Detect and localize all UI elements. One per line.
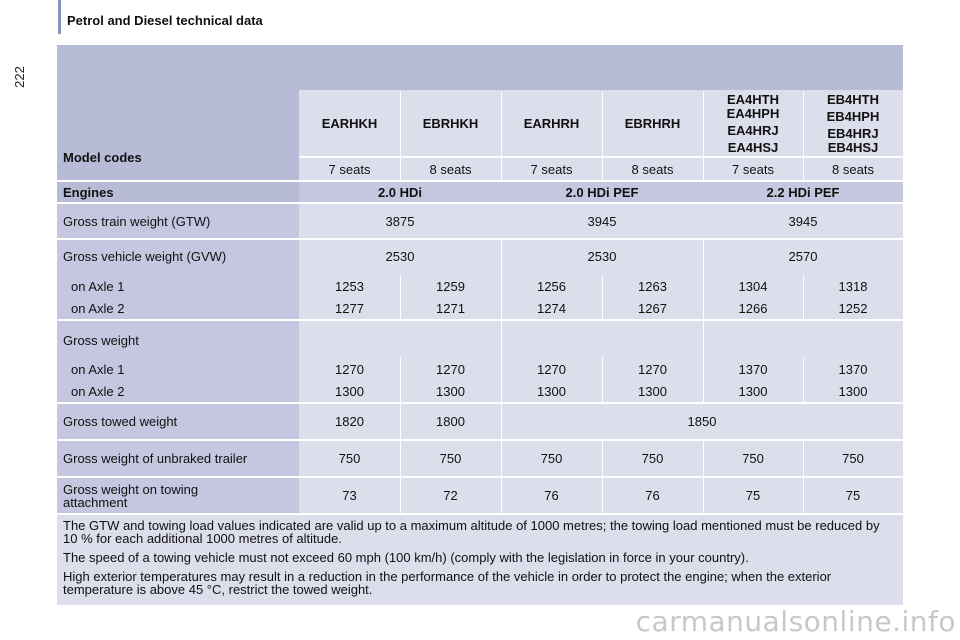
gvw-axle2-4: 1267 bbox=[638, 300, 667, 316]
gvw-axle1-5: 1304 bbox=[738, 278, 768, 294]
gvw-axle1-2: 1259 bbox=[436, 278, 465, 294]
column-divider bbox=[501, 321, 502, 402]
gvw-1: 2530 bbox=[385, 248, 415, 264]
towing-attachment-5: 75 bbox=[745, 488, 761, 503]
gross-axle1-1: 1270 bbox=[335, 361, 364, 377]
unbraked-label: Gross weight of unbraked trailer bbox=[57, 441, 299, 476]
note-speed: The speed of a towing vehicle must not exceed 60 mph (100 km/h) (comply with the legislation in force in your country). bbox=[63, 550, 749, 565]
model-code-2: EBRHKH bbox=[422, 115, 479, 131]
gross-axle2-label: on Axle 2 bbox=[71, 383, 125, 399]
column-divider bbox=[501, 92, 502, 180]
column-divider bbox=[703, 321, 704, 402]
gvw-axle2-2: 1271 bbox=[436, 300, 465, 316]
column-divider bbox=[602, 357, 603, 402]
gross-axle2-3: 1300 bbox=[537, 383, 566, 399]
column-divider bbox=[803, 276, 804, 319]
model-code-3: EARHRH bbox=[523, 115, 580, 131]
towed-3: 1850 bbox=[687, 414, 717, 429]
engines-label: Engines bbox=[57, 182, 299, 202]
unbraked-5: 750 bbox=[742, 451, 764, 466]
gvw-axle1-3: 1256 bbox=[537, 278, 566, 294]
gvw-axle2-5: 1266 bbox=[738, 300, 768, 316]
gvw-axle2-6: 1252 bbox=[838, 300, 868, 316]
unbraked-6: 750 bbox=[842, 451, 864, 466]
gross-axle2-2: 1300 bbox=[436, 383, 465, 399]
gtw-3: 3945 bbox=[788, 213, 818, 229]
column-divider bbox=[501, 478, 502, 513]
column-divider bbox=[703, 478, 704, 513]
gross-axle2-4: 1300 bbox=[638, 383, 667, 399]
page-number: 222 bbox=[12, 66, 27, 88]
model-code-6c: EB4HRJ bbox=[827, 126, 879, 141]
towing-attachment-label: Gross weight on towing attachment bbox=[57, 478, 299, 513]
gross-axle1-4: 1270 bbox=[638, 361, 667, 377]
gtw-1: 3875 bbox=[385, 213, 415, 229]
column-divider bbox=[501, 240, 502, 319]
gross-axle1-6: 1370 bbox=[838, 361, 868, 377]
column-divider bbox=[602, 441, 603, 476]
engine-3: 2.2 HDi PEF bbox=[703, 182, 903, 202]
table-top-band bbox=[57, 45, 903, 90]
notes-section bbox=[63, 519, 897, 602]
page-title: Petrol and Diesel technical data bbox=[67, 13, 263, 28]
model-code-stack-6 bbox=[803, 93, 903, 155]
watermark: carmanualsonline.info bbox=[635, 605, 956, 638]
seats-3: 7 seats bbox=[530, 161, 573, 177]
separator bbox=[57, 513, 903, 515]
gtw-label: Gross train weight (GTW) bbox=[57, 204, 299, 238]
gross-axle2-5: 1300 bbox=[738, 383, 768, 399]
gross-axle2-6: 1300 bbox=[838, 383, 868, 399]
seats-5: 7 seats bbox=[732, 161, 774, 177]
gvw-axle2-1: 1277 bbox=[335, 300, 364, 316]
column-divider bbox=[400, 478, 401, 513]
engine-1: 2.0 HDi bbox=[299, 182, 501, 202]
model-code-6d: EB4HSJ bbox=[827, 140, 879, 155]
gross-axle1-5: 1370 bbox=[738, 361, 768, 377]
gvw-axle1-6: 1318 bbox=[838, 278, 868, 294]
seats-2: 8 seats bbox=[429, 161, 472, 177]
gvw-axle1-4: 1263 bbox=[638, 278, 667, 294]
seats-1: 7 seats bbox=[328, 161, 371, 177]
model-code-5b: EA4HPH bbox=[726, 106, 780, 121]
column-divider bbox=[501, 441, 502, 476]
seats-4: 8 seats bbox=[631, 161, 674, 177]
model-code-5d: EA4HSJ bbox=[727, 140, 779, 155]
column-divider bbox=[803, 357, 804, 402]
column-divider bbox=[400, 276, 401, 319]
unbraked-4: 750 bbox=[641, 451, 664, 466]
model-code-4: EBRHRH bbox=[624, 115, 681, 131]
column-divider bbox=[703, 240, 704, 319]
model-code-5a: EA4HTH bbox=[726, 92, 779, 107]
towed-1: 1820 bbox=[335, 414, 364, 429]
towed-label: Gross towed weight bbox=[57, 404, 299, 439]
gtw-2: 3945 bbox=[587, 213, 617, 229]
gvw-axle1-1: 1253 bbox=[335, 278, 364, 294]
column-divider bbox=[803, 441, 804, 476]
gross-axle1-2: 1270 bbox=[436, 361, 465, 377]
towed-2: 1800 bbox=[436, 414, 465, 429]
towing-attachment-4: 76 bbox=[645, 488, 660, 503]
column-divider bbox=[803, 478, 804, 513]
column-divider bbox=[803, 92, 804, 180]
gvw-axle2-3: 1274 bbox=[537, 300, 566, 316]
unbraked-3: 750 bbox=[540, 451, 563, 466]
column-divider bbox=[703, 92, 704, 180]
column-divider bbox=[602, 478, 603, 513]
note-temperature: High exterior temperatures may result in a reduction in the performance of the vehicle in order to protect the engine; when the exterior temperature is above 45 °C, restrict the towed weight. bbox=[63, 569, 832, 597]
column-divider bbox=[703, 441, 704, 476]
column-divider bbox=[400, 404, 401, 439]
model-codes-label: Model codes bbox=[57, 90, 299, 225]
note-altitude: The GTW and towing load values indicated are valid up to a maximum altitude of 1000 metres; the towing load mentioned must be reduced by 10 % for each additional 1000 metres of altitude. bbox=[63, 518, 880, 546]
gross-axle1-3: 1270 bbox=[537, 361, 566, 377]
technical-data-table bbox=[57, 45, 903, 605]
model-code-6b: EB4HPH bbox=[826, 109, 880, 124]
column-divider bbox=[400, 92, 401, 180]
column-divider bbox=[602, 276, 603, 319]
towing-attachment-6: 75 bbox=[845, 488, 861, 503]
gross-axle2-1: 1300 bbox=[335, 383, 364, 399]
gvw-2: 2530 bbox=[587, 248, 617, 264]
gross-axle1-label: on Axle 1 bbox=[71, 361, 125, 377]
seats-6: 8 seats bbox=[832, 161, 874, 177]
towing-attachment-1: 73 bbox=[342, 488, 357, 503]
engine-2: 2.0 HDi PEF bbox=[501, 182, 703, 202]
gvw-label: Gross vehicle weight (GVW) bbox=[63, 248, 227, 264]
model-code-5c: EA4HRJ bbox=[727, 123, 779, 138]
section-marker-bar bbox=[58, 0, 61, 34]
column-divider bbox=[501, 404, 502, 439]
column-divider bbox=[602, 92, 603, 180]
model-code-6a: EB4HTH bbox=[826, 92, 879, 107]
column-divider bbox=[400, 357, 401, 402]
unbraked-1: 750 bbox=[338, 451, 361, 466]
towing-attachment-3: 76 bbox=[544, 488, 559, 503]
gvw-axle1-label: on Axle 1 bbox=[71, 278, 125, 294]
gross-weight-label: Gross weight bbox=[63, 332, 139, 348]
column-divider bbox=[400, 441, 401, 476]
model-code-1: EARHKH bbox=[321, 115, 378, 131]
unbraked-2: 750 bbox=[439, 451, 462, 466]
gvw-axle2-label: on Axle 2 bbox=[71, 300, 125, 316]
gvw-3: 2570 bbox=[788, 248, 818, 264]
model-code-stack-5 bbox=[703, 93, 803, 155]
towing-attachment-2: 72 bbox=[443, 488, 458, 503]
